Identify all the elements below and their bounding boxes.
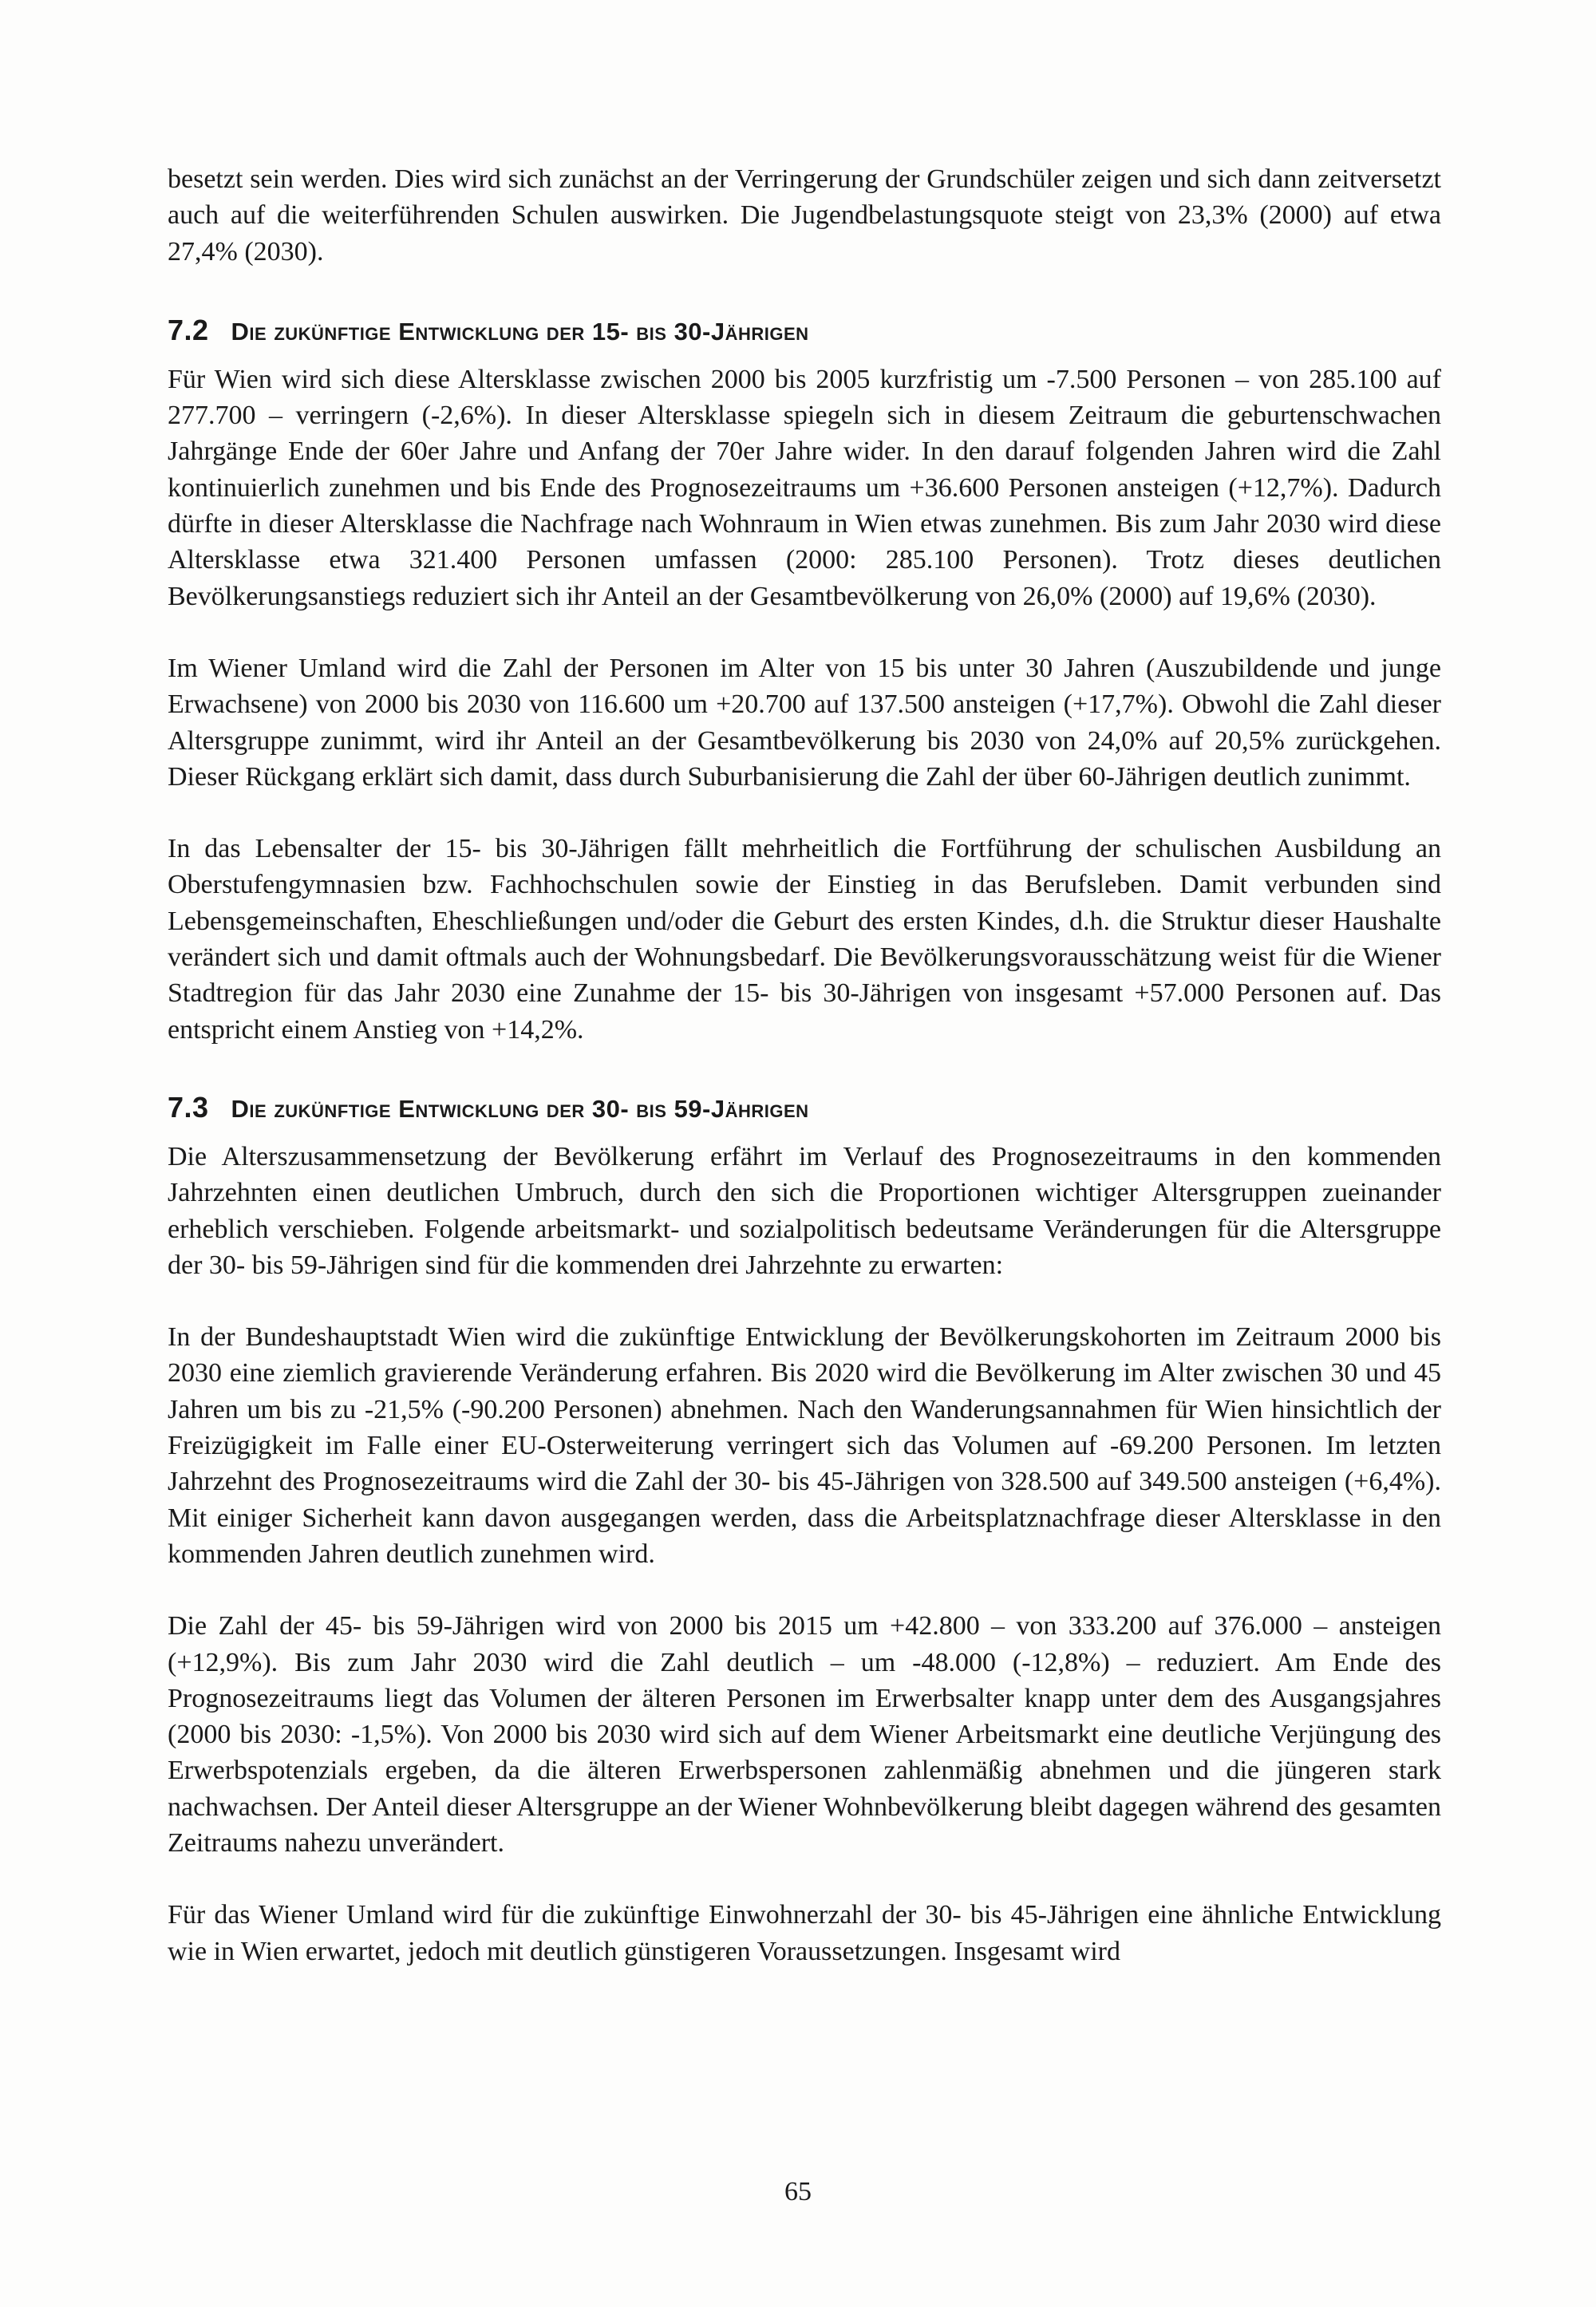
section-title: Die zukünftige Entwicklung der 15- bis 30-Jährigen	[231, 317, 809, 346]
section-number: 7.2	[168, 313, 209, 346]
paragraph: In das Lebensalter der 15- bis 30-Jährigen fällt mehrheitlich die Fortführung der schulischen Ausbildung an Oberstufengymnasien bzw. Fachhochschulen sowie der Einstieg in das Berufsleben. Damit verbunden sind Lebensgemeinschaften, Eheschließungen und/oder die Geburt des ersten Kindes, d.h. die Struktur dieser Haushalte verändert sich und damit oftmals auch der Wohnungsbedarf. Die Bevölkerungsvorausschätzung weist für die Wiener Stadtregion für das Jahr 2030 eine Zunahme der 15- bis 30-Jährigen von insgesamt +57.000 Personen auf. Das entspricht einem Anstieg von +14,2%.	[168, 834, 1441, 1045]
paragraph: Die Alterszusammensetzung der Bevölkerung erfährt im Verlauf des Prognosezeitraums in den kommenden Jahrzehnten einen deutlichen Umbruch, durch den sich die Proportionen wichtiger Altersgruppen zueinander erheblich verschieben. Folgende arbeitsmarkt- und sozialpolitisch bedeutsame Veränderungen für die Altersgruppe der 30- bis 59-Jährigen sind für die kommenden drei Jahrzehnte zu erwarten:	[168, 1141, 1441, 1280]
paragraph: Die Zahl der 45- bis 59-Jährigen wird von 2000 bis 2015 um +42.800 – von 333.200 auf 376.000 – ansteigen (+12,9%). Bis zum Jahr 2030 wird die Zahl deutlich – um -48.000 (-12,8%) – reduziert. Am Ende des Prognosezeitraums liegt das Volumen der älteren Personen im Erwerbsalter knapp unter dem des Ausgangsjahres (2000 bis 2030: -1,5%). Von 2000 bis 2030 wird sich auf dem Wiener Arbeitsmarkt eine deutliche Verjüngung des Erwerbspotenzials ergeben, da die älteren Erwerbspersonen zahlenmäßig abnehmen und die jüngeren stark nachwachsen. Der Anteil dieser Altersgruppe an der Wiener Wohnbevölkerung bleibt dagegen während des gesamten Zeitraums nahezu unverändert.	[168, 1611, 1441, 1858]
section-heading-7-3	[168, 1089, 1441, 1128]
section-title: Die zukünftige Entwicklung der 30- bis 59-Jährigen	[231, 1094, 809, 1123]
paragraph: Im Wiener Umland wird die Zahl der Personen im Alter von 15 bis unter 30 Jahren (Auszubildende und junge Erwachsene) von 2000 bis 2030 von 116.600 um +20.700 auf 137.500 ansteigen (+17,7%). Obwohl die Zahl dieser Altersgruppe zunimmt, wird ihr Anteil an der Gesamtbevölkerung bis 2030 von 24,0% auf 20,5% zurückgehen. Dieser Rückgang erklärt sich damit, dass durch Suburbanisierung die Zahl der über 60-Jährigen deutlich zunimmt.	[168, 653, 1441, 792]
page-body	[168, 161, 1441, 1969]
paragraph: In der Bundeshauptstadt Wien wird die zukünftige Entwicklung der Bevölkerungskohorten im Zeitraum 2000 bis 2030 eine ziemlich gravierende Veränderung erfahren. Bis 2020 wird die Bevölkerung im Alter zwischen 30 und 45 Jahren um bis zu -21,5% (-90.200 Personen) abnehmen. Nach den Wanderungsannahmen für Wien hinsichtlich der Freizügigkeit im Falle einer EU-Osterweiterung verringert sich das Volumen auf -69.200 Personen. Im letzten Jahrzehnt des Prognosezeitraums wird die Zahl der 30- bis 45-Jährigen von 328.500 auf 349.500 ansteigen (+6,4%). Mit einiger Sicherheit kann davon ausgegangen werden, dass die Arbeitsplatznachfrage dieser Altersklasse in den kommenden Jahren deutlich zunehmen wird.	[168, 1322, 1441, 1569]
paragraph-intro: besetzt sein werden. Dies wird sich zunächst an der Verringerung der Grundschüler zeigen und sich dann zeitversetzt auch auf die weiterführenden Schulen auswirken. Die Jugendbelastungsquote steigt von 23,3% (2000) auf etwa 27,4% (2030).	[168, 164, 1441, 267]
section-heading-7-2	[168, 312, 1441, 350]
section-number: 7.3	[168, 1090, 209, 1124]
paragraph: Für das Wiener Umland wird für die zukünftige Einwohnerzahl der 30- bis 45-Jährigen eine ähnliche Entwicklung wie in Wien erwartet, jedoch mit deutlich günstigeren Voraussetzungen. Insgesamt wird	[168, 1900, 1441, 1966]
page-number: 65	[784, 2177, 812, 2206]
paragraph: Für Wien wird sich diese Altersklasse zwischen 2000 bis 2005 kurzfristig um -7.500 Personen – von 285.100 auf 277.700 – verringern (-2,6%). In dieser Altersklasse spiegeln sich in diesem Zeitraum die geburtenschwachen Jahrgänge Ende der 60er Jahre und Anfang der 70er Jahre wider. In den darauf folgenden Jahren wird die Zahl kontinuierlich zunehmen und bis Ende des Prognosezeitraums um +36.600 Personen ansteigen (+12,7%). Dadurch dürfte in dieser Altersklasse die Nachfrage nach Wohnraum in Wien etwas zunehmen. Bis zum Jahr 2030 wird diese Altersklasse etwa 321.400 Personen umfassen (2000: 285.100 Personen). Trotz dieses deutlichen Bevölkerungsanstiegs reduziert sich ihr Anteil an der Gesamtbevölkerung von 26,0% (2000) auf 19,6% (2030).	[168, 364, 1441, 611]
